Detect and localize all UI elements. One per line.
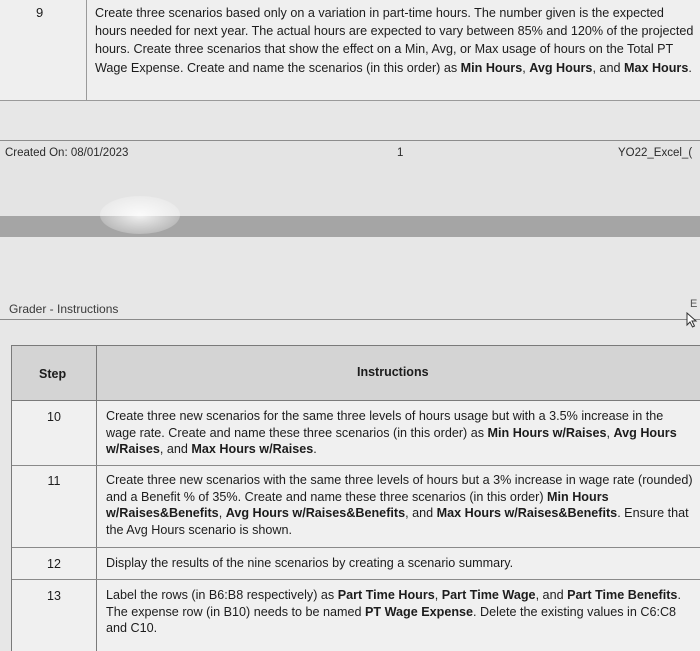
scenario-name-min-hours: Min Hours (460, 60, 523, 75)
page-number: 1 (397, 147, 404, 159)
instruction-text-part: Label the rows (in B6:B8 respectively) as (106, 588, 338, 602)
table-row (12, 580, 700, 651)
mouse-pointer-icon (686, 312, 698, 328)
heading-divider (0, 319, 700, 320)
row-label-name: Part Time Benefits (567, 588, 678, 602)
scenario-name-avg-hours: Avg Hours (529, 60, 593, 75)
scenario-name: Avg Hours w/Raises&Benefits (225, 506, 406, 520)
step-number: 9 (36, 5, 44, 20)
column-header-instructions: Instructions (357, 365, 429, 379)
text-separator: , (434, 588, 442, 602)
instruction-text-part: . Ensure that the Avg Hours scenario is shown. (106, 506, 689, 537)
scenario-name: Min Hours w/Raises&Benefits (106, 489, 609, 520)
instruction-text (106, 408, 696, 458)
instruction-text-part: Create three new scenarios for the same three levels of hours usage but with a 3.5% increase in the wage rate. Create and name these three scenarios (in this order) as (106, 409, 664, 440)
instruction-text-part: . The expense row (in B10) needs to be named (106, 588, 681, 619)
scenario-name-max-hours: Max Hours (623, 60, 689, 75)
scenario-name: Avg Hours w/Raises (106, 425, 677, 456)
instruction-text (95, 4, 695, 77)
scenario-name: Max Hours w/Raises (191, 442, 314, 456)
step-cell (0, 0, 87, 100)
text-separator: , and (592, 60, 624, 75)
table-row-step-9 (0, 0, 700, 101)
instruction-text (106, 472, 696, 538)
row-label-name: Part Time Hours (337, 588, 435, 602)
instruction-text-part: Create three scenarios based only on a variation in part-time hours. The number given is the expected hours needed for next year. The actual hours are expected to vary between 85% and 120% of the projected hours. Create three scenarios that show the effect on a Min, Avg, or Max usage of hours on the Total PT Wage Expense. Create and name the scenarios (in this order) as (95, 6, 694, 75)
instruction-text-part: Display the results of the nine scenarios by creating a scenario summary. (106, 556, 514, 570)
step-number: 11 (47, 474, 61, 488)
row-label-name: Part Time Wage (441, 588, 536, 602)
step-number: 13 (47, 589, 61, 603)
table-row (12, 401, 700, 466)
instructions-table (11, 345, 700, 651)
previous-page-section (0, 0, 700, 100)
text-separator: , (522, 60, 530, 75)
grader-instructions-heading: Grader - Instructions (9, 302, 119, 316)
table-row (12, 466, 700, 548)
step-number: 12 (47, 557, 61, 571)
text-separator: , (606, 425, 614, 440)
text-separator: . (313, 442, 317, 456)
text-separator: , (218, 506, 226, 520)
document-code: YO22_Excel_( (618, 147, 693, 159)
text-separator: , and (159, 442, 192, 456)
text-separator: . (688, 60, 692, 75)
cut-off-letter: E (690, 298, 698, 310)
created-on-date: Created On: 08/01/2023 (5, 147, 129, 159)
instruction-text (106, 555, 696, 572)
instruction-text-part: . Delete the existing values in C6:C8 and C10. (106, 604, 677, 635)
light-glare (100, 196, 180, 234)
instruction-text (106, 587, 696, 637)
instruction-text-part: Create three new scenarios with the same three levels of hours but a 3% increase in wage rate (rounded) and a Benefit % of 35%. Create and name these three scenarios (in this order) (106, 473, 693, 504)
table-header (12, 346, 700, 401)
text-separator: , and (535, 588, 568, 602)
scenario-name: Min Hours w/Raises (487, 425, 607, 440)
text-separator: , and (405, 506, 437, 520)
scenario-name: Max Hours w/Raises&Benefits (436, 506, 618, 520)
row-label-name: PT Wage Expense (365, 604, 474, 619)
table-row (12, 548, 700, 580)
column-header-step: Step (39, 367, 67, 381)
step-number: 10 (47, 410, 61, 424)
